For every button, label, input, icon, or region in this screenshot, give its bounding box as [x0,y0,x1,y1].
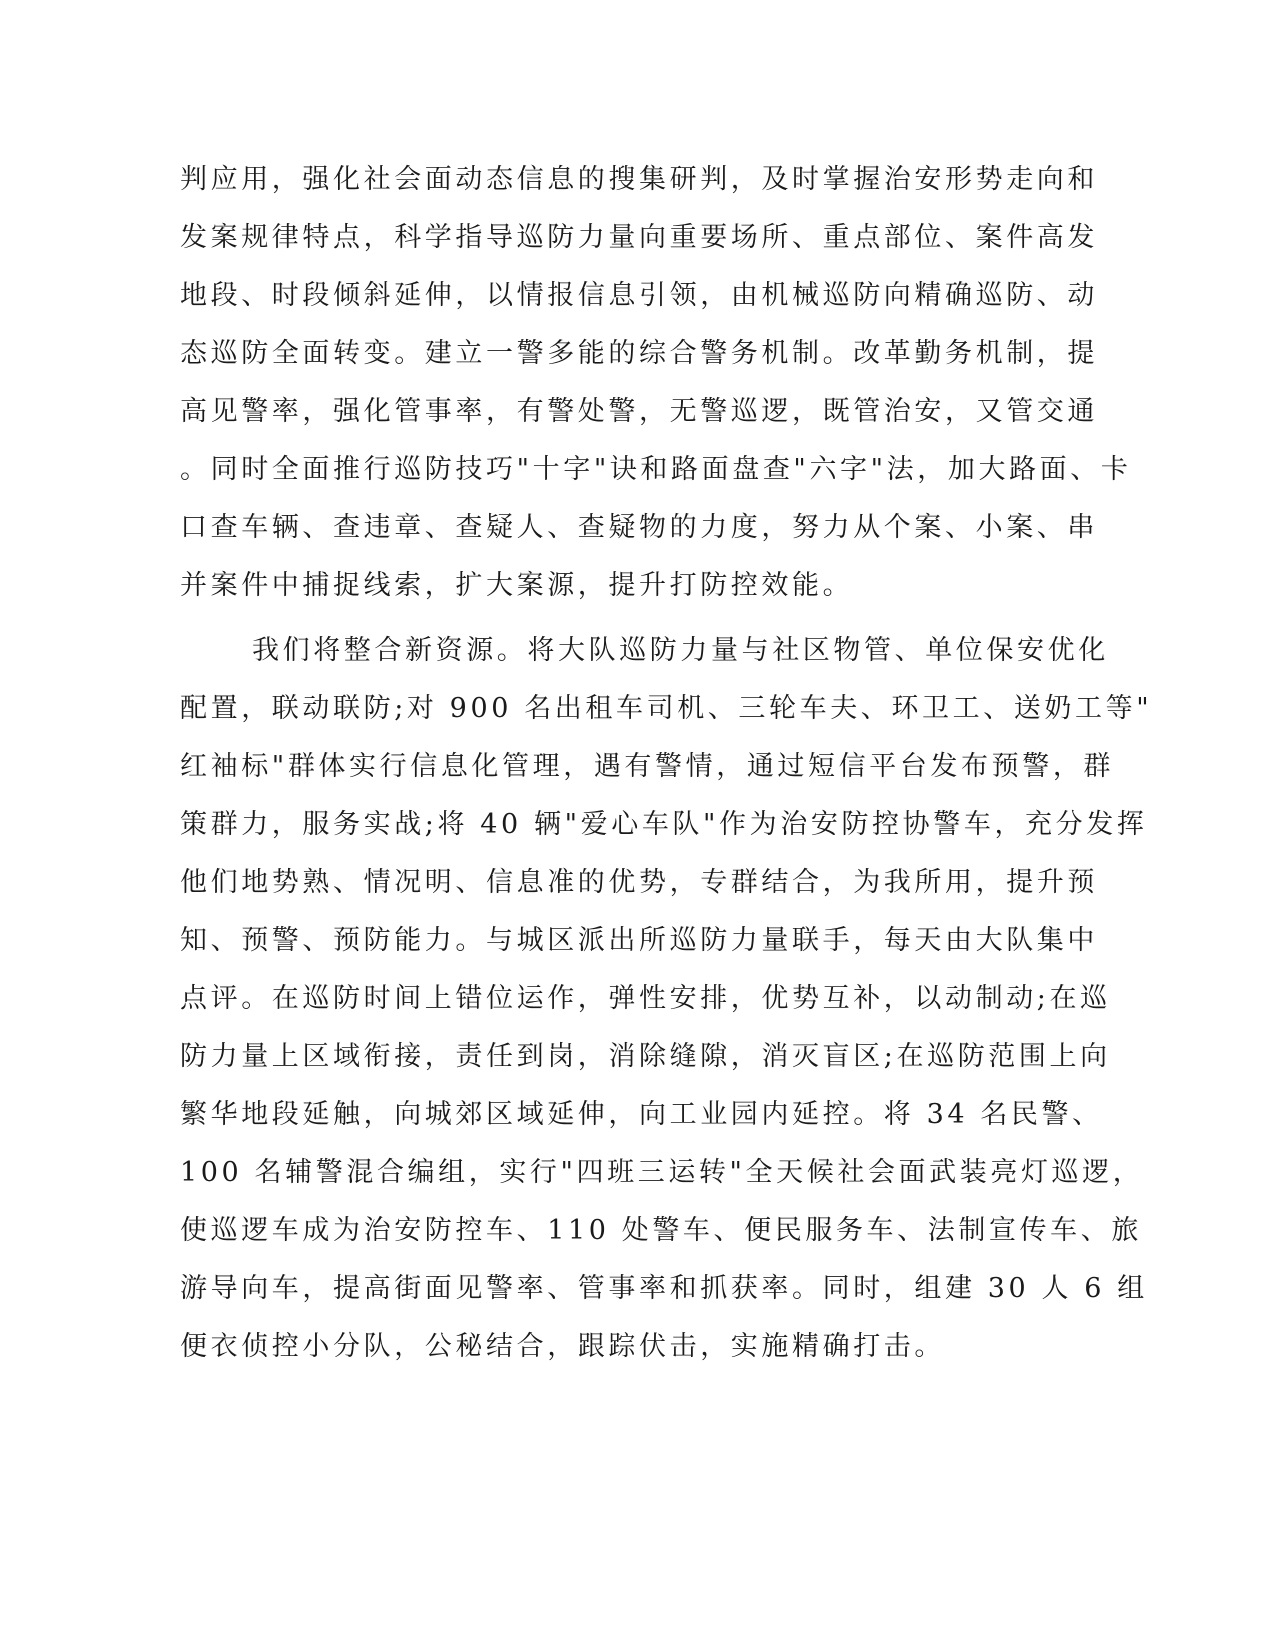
paragraph-line: 他们地势熟、情况明、信息准的优势，专群结合，为我所用，提升预 [180,867,1098,898]
paragraph-first-line: 我们将整合新资源。将大队巡防力量与社区物管、单位保安优化 [252,635,1109,666]
paragraph-line: 并案件中捕捉线索，扩大案源，提升打防控效能。 [180,570,854,601]
paragraph-line: 100 名辅警混合编组，实行"四班三运转"全天候社会面武装亮灯巡逻， [180,1157,1144,1188]
paragraph-line: 繁华地段延触，向城郊区域延伸，向工业园内延控。将 34 名民警、 [180,1099,1103,1130]
paragraph-line: 口查车辆、查违章、查疑人、查疑物的力度，努力从个案、小案、串 [180,512,1098,543]
paragraph-line: 发案规律特点，科学指导巡防力量向重要场所、重点部位、案件高发 [180,222,1098,253]
paragraph-line: 红袖标"群体实行信息化管理，遇有警情，通过短信平台发布预警，群 [180,751,1115,782]
paragraph-line: 判应用，强化社会面动态信息的搜集研判，及时掌握治安形势走向和 [180,164,1098,195]
paragraph-line: 配置，联动联防;对 900 名出租车司机、三轮车夫、环卫工、送奶工等" [180,693,1153,724]
paragraph-line: 使巡逻车成为治安防控车、110 处警车、便民服务车、法制宣传车、旅 [180,1215,1142,1246]
paragraph-line: 防力量上区域衔接，责任到岗，消除缝隙，消灭盲区;在巡防范围上向 [180,1041,1111,1072]
paragraph-line: 高见警率，强化管事率，有警处警，无警巡逻，既管治安，又管交通 [180,396,1098,427]
paragraph-line: 。同时全面推行巡防技巧"十字"诀和路面盘查"六字"法，加大路面、卡 [180,454,1132,485]
paragraph-line: 便衣侦控小分队，公秘结合，跟踪伏击，实施精确打击。 [180,1331,945,1362]
paragraph-line: 态巡防全面转变。建立一警多能的综合警务机制。改革勤务机制，提 [180,338,1098,369]
paragraph-line: 地段、时段倾斜延伸，以情报信息引领，由机械巡防向精确巡防、动 [180,280,1098,311]
paragraph-line: 点评。在巡防时间上错位运作，弹性安排，优势互补，以动制动;在巡 [180,983,1111,1014]
paragraph-line: 策群力，服务实战;将 40 辆"爱心车队"作为治安防控协警车，充分发挥 [180,809,1148,840]
paragraph-line: 知、预警、预防能力。与城区派出所巡防力量联手，每天由大队集中 [180,925,1098,956]
paragraph-line: 游导向车，提高街面见警率、管事率和抓获率。同时，组建 30 人 6 组 [180,1273,1148,1304]
